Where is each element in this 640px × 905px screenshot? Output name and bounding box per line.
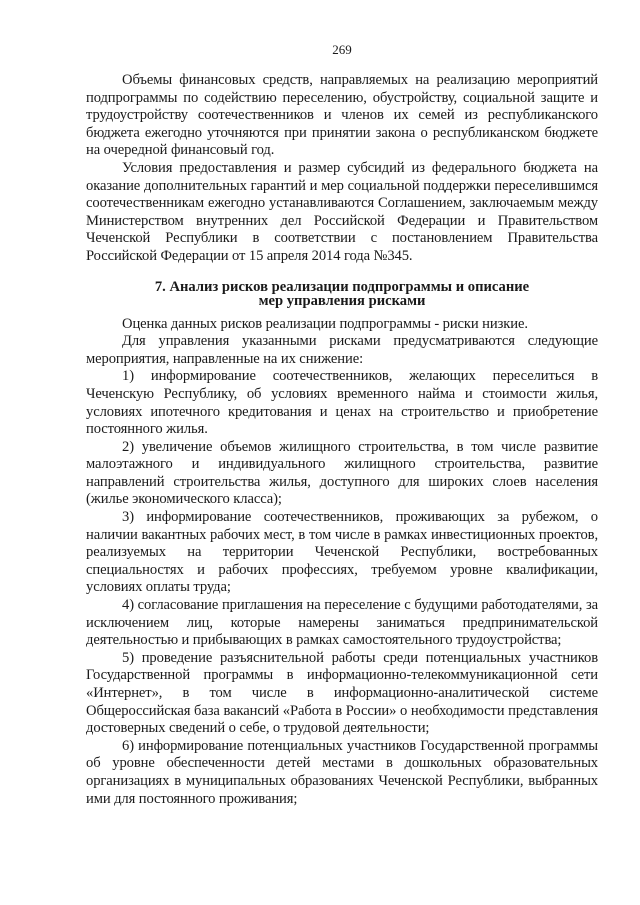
- list-item-measure-5: 5) проведение разъяснительной работы среди потенциальных участников Государственной программы в информационно-телекоммуникационной сети «Интернет», в том числе в информационно-аналитической системе Общероссийская база вакансий «Работа в России» о необходимости представления достоверных сведений о себе, о трудовой деятельности;: [86, 649, 598, 737]
- list-item-measure-4: 4) согласование приглашения на переселение с будущими работодателями, за исключением лиц, которые намерены заниматься предпринимательской деятельностью и прибывающих в рамках самостоятельного трудоустройства;: [86, 597, 598, 649]
- section-heading-line-2: мер управления рисками: [258, 292, 426, 309]
- section-heading-line-1: 7. Анализ рисков реализации подпрограммы и описание: [154, 278, 530, 295]
- section-heading: [86, 280, 598, 308]
- list-item-measure-3: 3) информирование соотечественников, проживающих за рубежом, о наличии вакантных рабочих мест, в том числе в рамках инвестиционных проектов, реализуемых на территории Чеченской Республики, востребованных специальностях и рабочих профессиях, требуемом уровне квалификации, условиях оплаты труда;: [86, 509, 598, 596]
- paragraph-subsidies: Условия предоставления и размер субсидий из федерального бюджета на оказание дополнительных гарантий и мер социальной поддержки переселившимся соотечественникам ежегодно устанавливаются Соглашением, заключаемым между Министерством внутренних дел Российской Федерации и Правительством Чеченской Республики в соответствии с постановлением Правительства Российской Федерации от 15 апреля 2014 года №345.: [86, 159, 598, 264]
- paragraph-measures-intro: Для управления указанными рисками предусматриваются следующие мероприятия, направленные на их снижение:: [86, 333, 598, 367]
- document-body: [86, 72, 598, 808]
- list-item-measure-1: 1) информирование соотечественников, желающих переселиться в Чеченскую Республику, об условиях временного найма и стоимости жилья, условиях ипотечного кредитования и ценах на строительство и приобретение постоянного жилья.: [86, 368, 598, 438]
- paragraph-risk-assessment: Оценка данных рисков реализации подпрограммы - риски низкие.: [122, 315, 528, 332]
- page-number: 269: [332, 42, 352, 57]
- paragraph-financing: Объемы финансовых средств, направляемых на реализацию мероприятий подпрограммы по содействию переселению, обустройству, социальной защите и трудоустройству соотечественников и членов их семей из республиканского бюджета ежегодно уточняются при принятии закона о республиканском бюджете на очередной финансовый год.: [86, 72, 598, 159]
- list-item-measure-2: 2) увеличение объемов жилищного строительства, в том числе развитие малоэтажного и индивидуального жилищного строительства, развитие направлений строительства жилья, доступного для широких слоев населения (жилье экономического класса);: [86, 438, 598, 508]
- list-item-measure-6: 6) информирование потенциальных участников Государственной программы об уровне обеспеченности детей местами в дошкольных образовательных организациях в муниципальных образованиях Чеченской Республики, выбранных ими для постоянного проживания;: [86, 737, 598, 807]
